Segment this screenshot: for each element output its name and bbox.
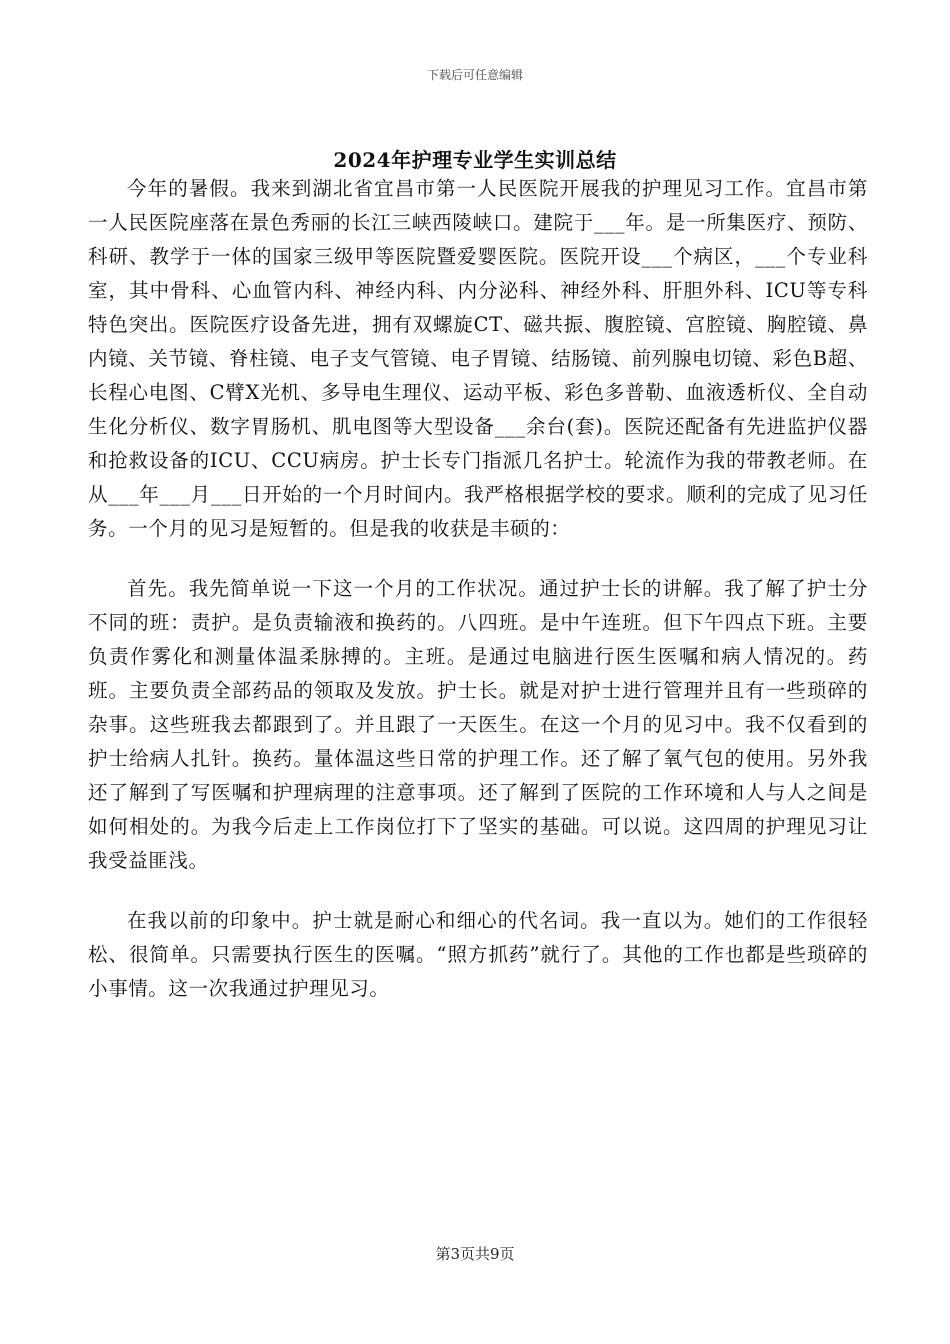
- paragraph: 在我以前的印象中。护士就是耐心和细心的代名词。我一直以为。她们的工作很轻松、很简单。只需要执行医生的医嘱。“照方抓药”就行了。其他的工作也都是些琐碎的小事情。这一次我通过护理见习。: [88, 909, 868, 1000]
- document-title: 2024年护理专业学生实训总结: [333, 148, 617, 172]
- header-note: 下载后可任意编辑: [426, 68, 523, 82]
- document-body: [88, 172, 868, 1032]
- page-indicator: 第3页共9页: [435, 1245, 515, 1263]
- paragraph: 今年的暑假。我来到湖北省宜昌市第一人民医院开展我的护理见习工作。宜昌市第一人民医院座落在景色秀丽的长江三峡西陵峡口。建院于___年。是一所集医疗、预防、科研、教学于一体的国家三级甲等医院暨爱婴医院。医院开设___个病区，___个专业科室，其中骨科、心血管内科、神经内科、内分泌科、神经外科、肝胆外科、ICU等专科特色突出。医院医疗设备先进，拥有双螺旋CT、磁共振、腹腔镜、宫腔镜、胸腔镜、鼻内镜、关节镜、脊柱镜、电子支气管镜、电子胃镜、结肠镜、前列腺电切镜、彩色B超、长程心电图、C臂X光机、多导电生理仪、运动平板、彩色多普勒、血液透析仪、全自动生化分析仪、数字胃肠机、肌电图等大型设备___余台(套)。医院还配备有先进监护仪器和抢救设备的ICU、CCU病房。护士长专门指派几名护士。轮流作为我的带教老师。在从___年___月___日开始的一个月时间内。我严格根据学校的要求。顺利的完成了见习任务。一个月的见习是短暂的。但是我的收获是丰硕的：: [88, 177, 868, 540]
- paragraph: 首先。我先简单说一下这一个月的工作状况。通过护士长的讲解。我了解了护士分不同的班：责护。是负责输液和换药的。八四班。是中午连班。但下午四点下班。主要负责作雾化和测量体温柔脉搏的。主班。是通过电脑进行医生医嘱和病人情况的。药班。主要负责全部药品的领取及发放。护士长。就是对护士进行管理并且有一些琐碎的杂事。这些班我去都跟到了。并且跟了一天医生。在这一个月的见习中。我不仅看到的护士给病人扎针。换药。量体温这些日常的护理工作。还了解了氧气包的使用。另外我还了解到了写医嘱和护理病理的注意事项。还了解到了医院的工作环境和人与人之间是如何相处的。为我今后走上工作岗位打下了坚实的基础。可以说。这四周的护理见习让我受益匪浅。: [88, 577, 868, 872]
